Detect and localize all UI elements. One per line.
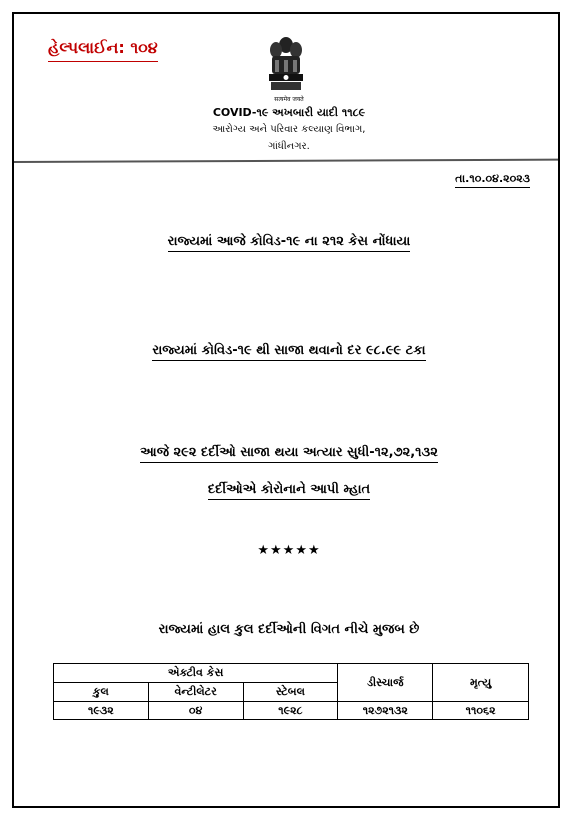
headline-recovered-line2 [0,482,578,497]
headline-cases-text: રાજ્યમાં આજે કોવિડ-૧૯ ના ૨૧૨ કેસ નોંધાયા [168,234,411,252]
table-header-row [54,664,529,683]
headline-recovered-line2-text: દર્દીઓએ કોરોનાને આપી મ્હાત [208,482,370,500]
ventilator-header: વેન્ટીલેટર [148,683,243,702]
table-row [54,702,529,720]
discharge-value: ૧૨૭૨૧૩૨ [338,702,433,720]
deaths-header: મૃત્યુ [433,664,529,702]
discharge-header: ડીસ્ચાર્જ [338,664,433,702]
total-value: ૧૯૩૨ [54,702,149,720]
deaths-value: ૧૧૦૬૨ [433,702,529,720]
city-name: ગાંધીનગર. [268,141,310,152]
headline-recovery-rate-text: રાજ્યમાં કોવિડ-૧૯ થી સાજા થવાનો દર ૯૮.૯૯ ટકા [152,343,425,361]
patient-stats-table [53,663,529,720]
ventilator-value: ૦૪ [148,702,243,720]
emblem-motto: सत्यमेव जयते [274,96,304,103]
stable-header: સ્ટેબલ [243,683,338,702]
helpline-label: હેલ્પલાઈન: ૧૦૪ [48,38,158,62]
headline-recovered-line1-text: આજે ૨૯૨ દર્દીઓ સાજા થયા અત્યાર સુધી-૧૨,૭૨,૧૩૨ [140,445,438,463]
bulletin-title: COVID-૧૯ અખબારી યાદી ૧૧૮૯ [212,106,366,119]
table-title: રાજ્યમાં હાલ કુલ દર્દીઓની વિગત નીચે મુજબ છે [158,622,420,637]
total-header: કુલ [54,683,149,702]
headline-recovered-line1 [0,445,578,460]
star-separator: ★★★★★ [257,543,321,558]
headline-cases [0,234,578,249]
department-name: આરોગ્ય અને પરિવાર કલ્યાણ વિભાગ, [212,124,366,135]
headline-recovery-rate [0,343,578,358]
stable-value: ૧૯૨૮ [243,702,338,720]
active-cases-header: એક્ટીવ કેસ [54,664,338,683]
national-emblem-icon [266,36,306,94]
release-date: તા.૧૦.૦૪.૨૦૨૩ [455,172,530,188]
